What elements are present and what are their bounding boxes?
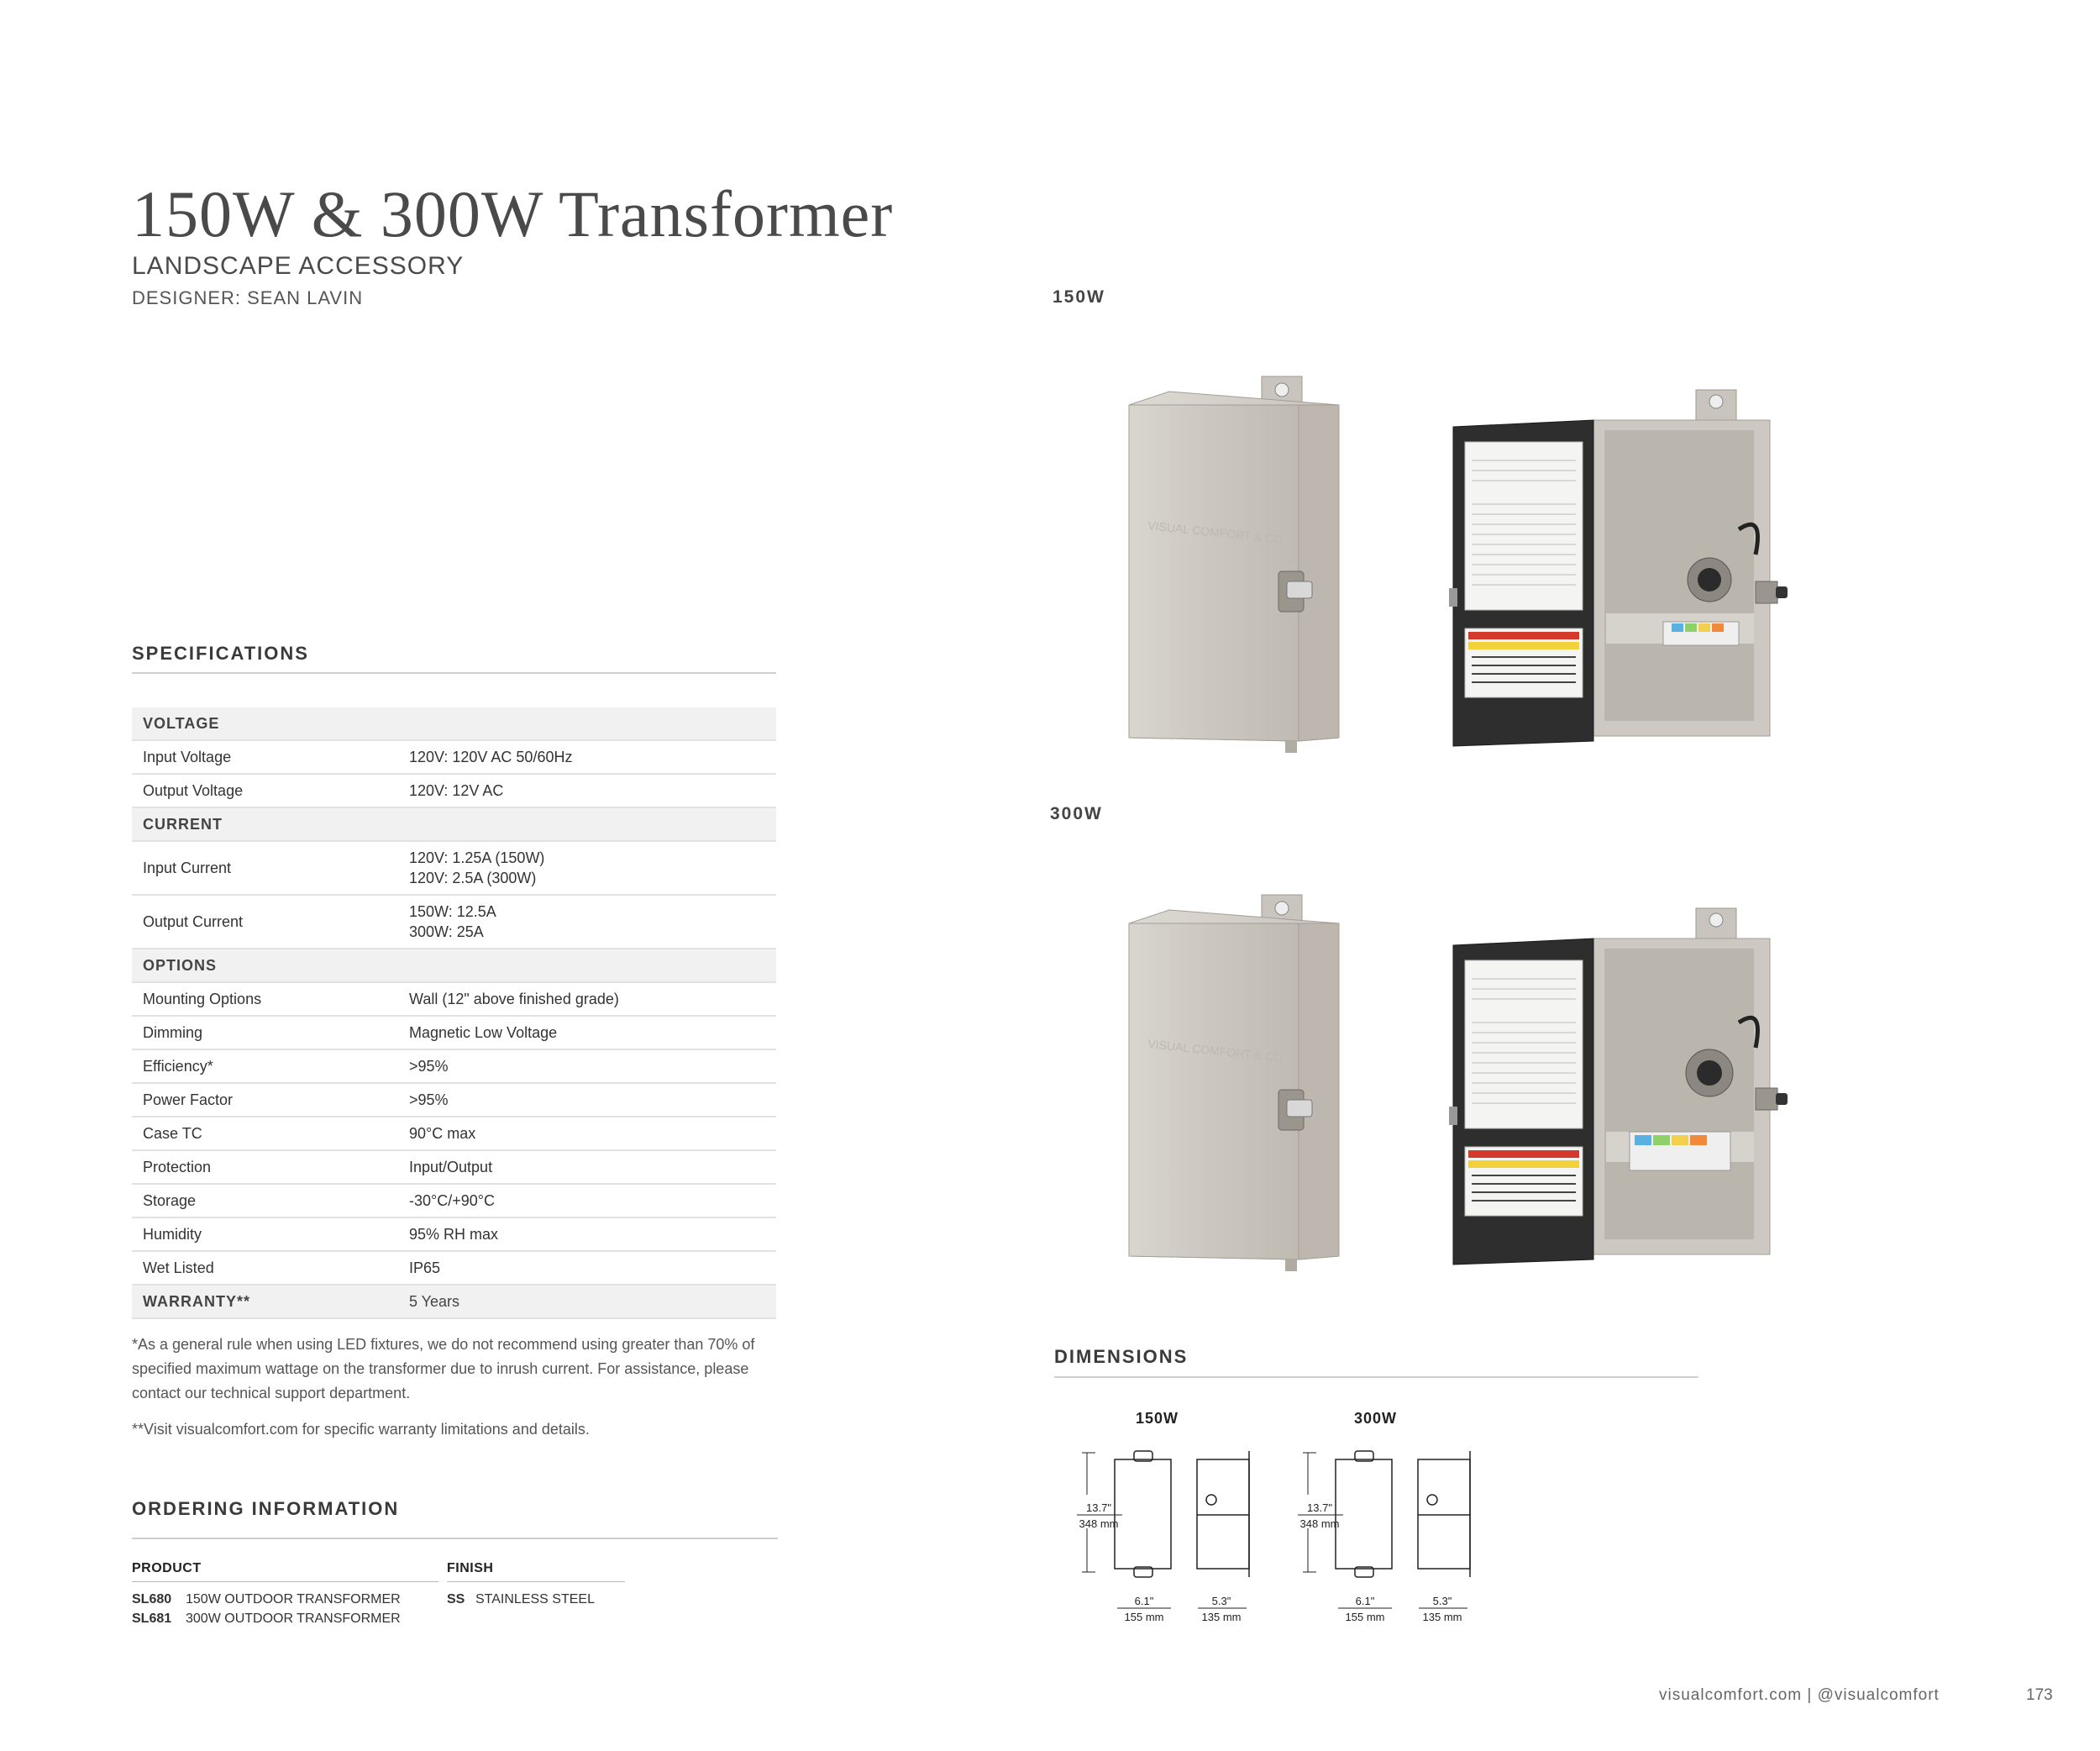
spec-row-efficiency: Efficiency* >95%	[132, 1050, 776, 1084]
dimension-drawing-300w	[1281, 1441, 1483, 1630]
closed-transformer-300w	[1129, 895, 1339, 1271]
page-subtitle: LANDSCAPE ACCESSORY	[132, 252, 465, 280]
page-number: 173	[2026, 1686, 2053, 1704]
ordering-heading: ORDERING INFORMATION	[132, 1498, 400, 1519]
spec-row-dimming: Dimming Magnetic Low Voltage	[132, 1017, 776, 1050]
warranty-footnote: **Visit visualcomfort.com for specific warranty limitations and details.	[132, 1421, 590, 1438]
ordering-product-item: SL680 150W OUTDOOR TRANSFORMER	[132, 1592, 401, 1606]
dimension-label-300w: 300W	[1354, 1410, 1398, 1427]
ordering-rule	[132, 1538, 778, 1539]
image-label-300w: 300W	[1050, 804, 1103, 823]
spec-row-warranty: WARRANTY** 5 Years	[132, 1286, 776, 1319]
spec-row-output-current: Output Current 150W: 12.5A 300W: 25A	[132, 896, 776, 949]
efficiency-footnote: *As a general rule when using LED fixtures, we do not recommend using greater than 70% of specified maximum wattage on the transformer due to inrush current. For assistance, please contact our technical support department.	[132, 1336, 755, 1401]
transformer-300w-illustration	[1092, 880, 1814, 1283]
spec-row-input-current: Input Current 120V: 1.25A (150W) 120V: 2.5A (300W)	[132, 842, 776, 896]
height-mm: 348 mm	[1079, 1517, 1119, 1530]
specifications-table	[132, 707, 776, 1319]
depth-inches: 5.3"	[1211, 1595, 1231, 1607]
spec-row-mounting-options: Mounting Options Wall (12" above finished grade)	[132, 983, 776, 1017]
designer-credit: DESIGNER: SEAN LAVIN	[132, 287, 364, 308]
width-inches: 6.1"	[1134, 1595, 1154, 1607]
brand-mark: VISUAL COMFORT & CO.	[1147, 1037, 1287, 1065]
width-mm: 155 mm	[1345, 1611, 1385, 1623]
depth-mm: 135 mm	[1422, 1611, 1462, 1623]
footer-website-link[interactable]: visualcomfort.com | @visualcomfort	[1659, 1686, 1940, 1704]
ordering-product-item: SL681 300W OUTDOOR TRANSFORMER	[132, 1612, 401, 1626]
spec-row-input-voltage: Input Voltage 120V: 120V AC 50/60Hz	[132, 741, 776, 775]
image-label-150w: 150W	[1053, 287, 1105, 307]
page-title: 150W & 300W Transformer	[132, 177, 894, 250]
spec-row-power-factor: Power Factor >95%	[132, 1084, 776, 1117]
open-transformer-300w	[1449, 908, 1788, 1265]
spec-row-protection: Protection Input/Output	[132, 1151, 776, 1185]
open-transformer-150w	[1449, 390, 1788, 746]
width-inches: 6.1"	[1355, 1595, 1375, 1607]
dimension-drawing-150w	[1060, 1441, 1262, 1630]
height-inches: 13.7"	[1086, 1501, 1111, 1514]
specifications-heading: SPECIFICATIONS	[132, 643, 309, 664]
spec-row-case-tc: Case TC 90°C max	[132, 1117, 776, 1151]
depth-mm: 135 mm	[1201, 1611, 1242, 1623]
spec-group-voltage: VOLTAGE	[132, 707, 776, 741]
spec-row-humidity: Humidity 95% RH max	[132, 1218, 776, 1252]
spec-row-output-voltage: Output Voltage 120V: 12V AC	[132, 775, 776, 808]
height-mm: 348 mm	[1299, 1517, 1340, 1530]
spec-row-wet-listed: Wet Listed IP65	[132, 1252, 776, 1286]
dimensions-rule	[1054, 1376, 1698, 1378]
ordering-product-head: PRODUCT	[132, 1561, 202, 1575]
transformer-150w-illustration	[1092, 361, 1814, 765]
brand-mark: VISUAL COMFORT & CO.	[1147, 518, 1287, 547]
spec-group-current: CURRENT	[132, 808, 776, 842]
closed-transformer-150w	[1129, 376, 1339, 753]
specifications-rule	[132, 672, 776, 674]
width-mm: 155 mm	[1124, 1611, 1164, 1623]
height-inches: 13.7"	[1307, 1501, 1332, 1514]
spec-row-storage: Storage -30°C/+90°C	[132, 1185, 776, 1218]
ordering-finish-rule	[447, 1581, 625, 1582]
ordering-product-rule	[132, 1581, 438, 1582]
dimensions-heading: DIMENSIONS	[1054, 1346, 1189, 1367]
dimension-label-150w: 150W	[1136, 1410, 1179, 1427]
spec-group-options: OPTIONS	[132, 949, 776, 983]
ordering-finish-item: SS STAINLESS STEEL	[447, 1592, 595, 1606]
depth-inches: 5.3"	[1432, 1595, 1452, 1607]
ordering-finish-head: FINISH	[447, 1561, 494, 1575]
